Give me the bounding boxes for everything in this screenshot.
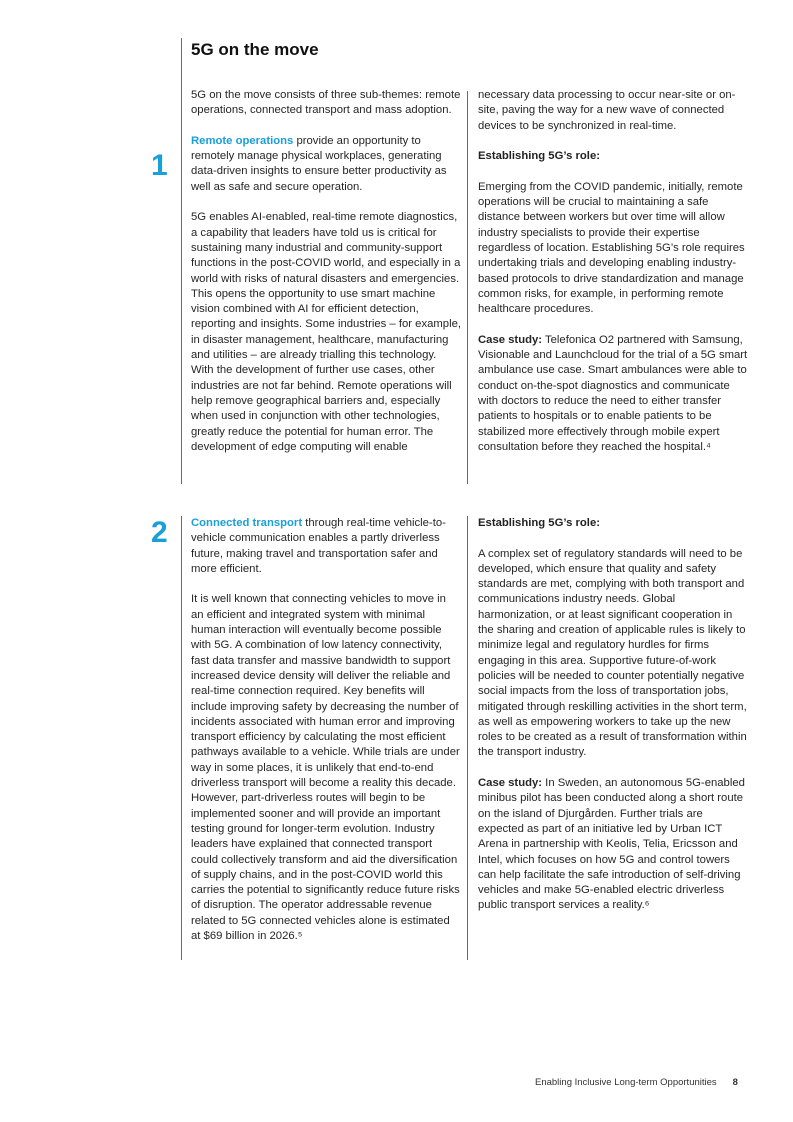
continued-paragraph: necessary data processing to occur near-site or on-site, paving the way for a new wave of connected devices to be synchronized in real-time. (478, 89, 736, 132)
connected-transport-highlight: Connected transport (191, 517, 303, 529)
page-footer (535, 1077, 738, 1088)
section2-role-paragraph: A complex set of regulatory standards will need to be developed, which ensure that quality and safety standards are met, complying with both transport and communications industry needs. Global harmonization, or at least significant cooperation in the sharing and creation of applicable rules is likely to minimize legal and regulatory hurdles for firms engaging in this area. Supportive future-of-work policies will be needed to counter potentially negative social impacts from the loss of transportation jobs, mitigated through reskilling activities in the short term, as well as empowering workers to take up the new roles to be created as a result of transformation within the transport industry. (478, 547, 747, 759)
remote-operations-paragraph: Remote operations provide an opportunity to remotely manage physical workplaces, generating data-driven insights to ensure better productivity as well as safe and secure operation. (191, 134, 447, 193)
section2-divider (467, 516, 468, 960)
remote-diagnostics-paragraph: 5G enables AI-enabled, real-time remote diagnostics, a capability that leaders have told us is critical for sustaining many industrial and community-support functions in the post-COVID world, and especially in a world with risks of natural disasters and emergencies. This opens the opportunity to use smart machine vision combined with AI for efficient detection, reporting and insights. Some industries – for example, in disaster management, healthcare, manufacturing and utilities – are already trialling this technology. With the development of further use cases, other industries are not far behind. Remote operations will help remove geographical barriers and, especially when used in conjunction with other technologies, greatly reduce the potential for human error. The development of edge computing will enable (191, 211, 462, 453)
remote-operations-highlight: Remote operations (191, 134, 294, 147)
section1-number: 1 (151, 149, 168, 182)
section1-divider (467, 91, 468, 484)
intro-paragraph: 5G on the move consists of three sub-themes: remote operations, connected transport and mass adoption. (191, 89, 461, 117)
section2-number: 2 (151, 516, 168, 549)
section2-left-column (191, 516, 461, 944)
section1-role-paragraph: Emerging from the COVID pandemic, initially, remote operations will be crucial to maintaining a safe distance between workers but over time will allow industry specialists to provide their expertise regardless of location. Establishing 5G’s role requires undertaking trials and developing enabling industry-based protocols to drive standardization and manage common risks, for example, in performing remote healthcare procedures. (478, 180, 745, 316)
section1-left-column (191, 88, 461, 455)
section1-role-heading: Establishing 5G’s role: (478, 150, 600, 163)
footer-text: Enabling Inclusive Long-term Opportunities (535, 1077, 717, 1088)
title-rule (181, 38, 182, 484)
section1-right-column (478, 88, 748, 455)
connected-vehicles-paragraph: It is well known that connecting vehicles to move in an efficient and integrated system with minimal human interaction will eventually become possible with 5G. A combination of low latency connectivity, fast data transfer and massive bandwidth to support increased device density will deliver the reliable and real-time connection required. Key benefits will include improving safety by decreasing the number of incidents associated with human error and improving transport efficiency by calculating the most efficient pathways available to a vehicle. While trials are under way in some places, it is unlikely that end-to-end driverless transport will become a reality this decade. However, part-driverless routes will begin to be implemented sooner and will provide an important testing ground for longer-term evolution. Industry leaders have explained that connected transport could collectively transform and aid the diversification of supply chains, and in the post-COVID world this carries the potential to significantly reduce future risks of disruption. The operator addressable revenue related to 5G connected vehicles alone is estimated at $69 billion in 2026.⁵ (191, 593, 460, 943)
connected-transport-paragraph: Connected transport through real-time vehicle-to-vehicle communication enables a partly driverless future, making travel and transportation safer and more efficient. (191, 517, 446, 575)
page-title: 5G on the move (191, 40, 319, 59)
section1-case-study: Case study: Telefonica O2 partnered with Samsung, Visionable and Launchcloud for the trial of a 5G smart ambulance use case. Smart ambulances were able to conduct on-the-spot diagnostics and communicate with doctors to reduce the need to either transfer patients to hospitals or to enable patients to be stabilized more effectively through mobile expert consultation before they reached the hospital.⁴ (478, 333, 748, 453)
case-study-label: Case study: (478, 777, 543, 790)
section2-rule (181, 516, 182, 960)
case-study-label: Case study: (478, 333, 543, 346)
page-number: 8 (732, 1077, 738, 1088)
section2-role-heading: Establishing 5G’s role: (478, 517, 600, 529)
section2-right-column (478, 516, 748, 914)
section2-case-study: Case study: In Sweden, an autonomous 5G-enabled minibus pilot has been conducted along a short route on the island of Djurgården. Further trials are expected as part of an initiative led by Urban ICT Arena in partnership with Keolis, Telia, Ericsson and Intel, which focuses on how 5G and control towers can help facilitate the safe introduction of self-driving vehicles and make 5G-enabled electric driverless public transport services a reality.⁶ (478, 777, 745, 912)
